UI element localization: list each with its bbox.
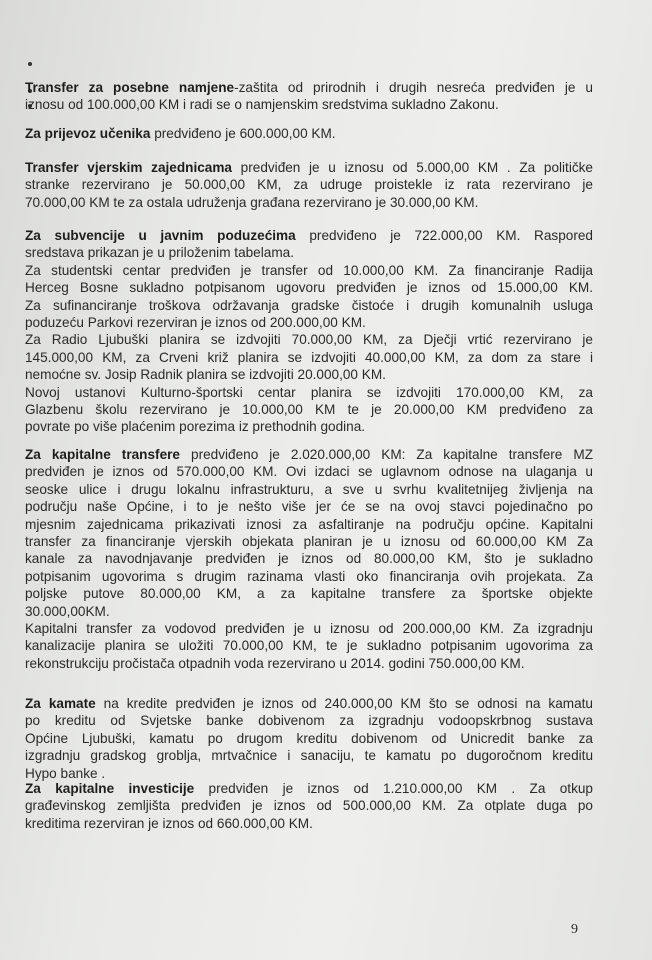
text-line	[25, 331, 593, 348]
paragraph	[25, 159, 593, 211]
paragraph	[25, 780, 593, 832]
line-text: 30.000,00KM.	[25, 603, 110, 619]
line-text: Kapitalni transfer za vodovod predviđen je u iznosu od 200.000,00 KM. Za izgradnju	[25, 621, 593, 637]
line-text: kanalizacije planira se uložiti 70.000,00 KM, te je sukladno potpisanim ugovorima za	[25, 638, 593, 654]
line-text: mjesnim zajednicama prikazivati iznosi za asfaltiranje na području općine. Kapitalni	[25, 516, 593, 532]
text-line	[25, 366, 593, 383]
line-text: kanale za navodnjavanje predviđen je iznos od 80.000,00 KM, što je sukladno	[25, 551, 593, 567]
line-text: -zaštita od prirodnih i drugih nesreća predviđen je u	[234, 80, 593, 95]
page-number: 9	[571, 922, 578, 937]
text-line	[25, 194, 593, 211]
line-text: Novoj ustanovi Kulturno-športski centar planira se izdvojiti 170.000,00 KM, za	[25, 384, 593, 400]
text-line	[25, 498, 593, 515]
text-line	[25, 125, 593, 142]
text-line	[25, 96, 593, 113]
text-line	[25, 533, 593, 550]
text-line	[25, 730, 593, 747]
text-line	[25, 176, 593, 193]
text-line	[25, 297, 593, 314]
text-line	[25, 279, 593, 296]
paragraph	[25, 227, 593, 436]
paragraph	[25, 125, 593, 142]
text-line	[25, 695, 593, 712]
text-line	[25, 516, 593, 533]
line-text: predviđen je iznos od 570.000,00 KM. Ovi izdaci se uglavnom odnose na ulaganja u	[25, 464, 593, 480]
line-text: Za sufinanciranje troškova održavanja gradske čistoće i drugih komunalnih usluga	[25, 297, 593, 313]
bold-heading: Za kapitalne transfere	[25, 447, 180, 462]
line-text: predviđen je u iznosu od 5.000,00 KM . Za političke	[232, 160, 593, 175]
bold-heading: Transfer za posebne namjene	[25, 80, 235, 95]
line-text: Općine Ljubuški, kamatu po drugom kreditu dobivenom od Unicredit banke za	[25, 730, 593, 746]
paragraph	[25, 79, 593, 114]
bold-heading: Za prijevoz učenika	[25, 126, 151, 141]
text-line	[25, 401, 593, 418]
text-line	[25, 585, 593, 602]
line-text: predviđeno je 2.020.000,00 KM: Za kapitalne transfere MZ	[180, 447, 593, 462]
line-text: predviđeno je 600.000,00 KM.	[150, 126, 336, 141]
text-line	[25, 262, 593, 279]
text-line	[25, 797, 593, 814]
line-text: Herceg Bosne sukladno potpisanom ugovoru predviđen je iznos od 15.000,00 KM.	[25, 280, 593, 296]
text-line	[25, 637, 593, 654]
line-text: kreditima rezerviran je iznos od 660.000,00 KM.	[25, 815, 313, 831]
text-line	[25, 712, 593, 729]
line-text: stranke rezervirano je 50.000,00 KM, za udruge proistekle iz rata rezervirano je	[25, 177, 593, 193]
text-line	[25, 227, 593, 244]
text-line	[25, 780, 593, 797]
text-line	[25, 655, 593, 672]
line-text: iznosu od 100.000,00 KM i radi se o namjenskim sredstvima sukladno Zakonu.	[25, 97, 499, 113]
bold-heading: Za kamate	[25, 696, 96, 711]
text-line	[25, 620, 593, 637]
line-text: seoske ulice i drugu lokalnu infrastrukturu, a sve u svrhu kvalitetnijeg življenja na	[25, 481, 593, 497]
text-line	[25, 481, 593, 498]
line-text: poljske putove 80.000,00 KM, a za kapitalne transfere za športske objekte	[25, 586, 593, 602]
paragraph	[25, 446, 593, 672]
line-text: transfer za financiranje vjerskih objekata planiran je u iznosu od 60.000,00 KM Za	[25, 534, 593, 550]
paragraph	[25, 695, 593, 782]
text-line	[25, 747, 593, 764]
line-text: rekonstrukciju pročistača otpadnih voda rezervirano u 2014. godini 750.000,00 KM.	[25, 655, 525, 671]
line-text: području naše Općine, i to je nešto više jer će se na ovoj stavci pojedinačno po	[25, 499, 593, 515]
line-text: predviđeno je 722.000,00 KM. Raspored	[295, 228, 593, 243]
line-text: Za Radio Ljubuški planira se izdvojiti 70.000,00 KM, za Dječji vrtić rezervirano je	[25, 332, 593, 348]
text-line	[25, 159, 593, 176]
text-line	[25, 603, 593, 620]
line-text: Glazbenu školu rezervirano je 10.000,00 KM te je 20.000,00 KM predviđeno za	[25, 402, 593, 418]
line-text: građevinskog zemljišta predviđen je iznos od 500.000,00 KM. Za otplate duga po	[25, 798, 593, 814]
text-line	[25, 79, 593, 96]
text-line	[25, 384, 593, 401]
text-line	[25, 463, 593, 480]
text-line	[25, 446, 593, 463]
line-text: potpisanim ugovorima s drugim razinama vlasti oko financiranja ovih projekata. Za	[25, 568, 593, 584]
line-text: Za studentski centar predviđen je transfer od 10.000,00 KM. Za financiranje Radija	[25, 262, 593, 278]
text-line	[25, 568, 593, 585]
bold-heading: Za kapitalne investicije	[25, 781, 195, 796]
punch-mark	[28, 62, 32, 66]
bold-heading: Transfer vjerskim zajednicama	[25, 160, 232, 175]
line-text: 145.000,00 KM, za Crveni križ planira se izdvojiti 40.000,00 KM, za dom za stare i	[25, 349, 593, 365]
line-text: predviđen je iznos od 1.210.000,00 KM . Za otkup	[194, 781, 593, 796]
line-text: izgradnju gradskog groblja, mrtvačnice i sanaciju, te kamatu po dugoročnom kreditu	[25, 748, 593, 764]
line-text: Hypo banke .	[25, 765, 106, 781]
text-line	[25, 418, 593, 435]
line-text: poduzeću Parkovi rezerviran je iznos od 200.000,00 KM.	[25, 315, 366, 331]
bold-heading: Za subvencije u javnim poduzećima	[25, 228, 296, 243]
line-text: nemoćne sv. Josip Radnik planira se izdvojiti 20.000,00 KM.	[25, 367, 386, 383]
line-text: na kredite predviđen je iznos od 240.000,00 KM što se odnosi na kamatu	[95, 696, 593, 711]
line-text: 70.000,00 KM te za ostala udruženja građana rezervirano je 30.000,00 KM.	[25, 194, 479, 210]
text-line	[25, 244, 593, 261]
text-line	[25, 349, 593, 366]
line-text: povrate po više plaćenim porezima iz prethodnih godina.	[25, 419, 366, 435]
text-line	[25, 550, 593, 567]
line-text: po kreditu od Svjetske banke dobivenom za izgradnju vodoopskrbnog sustava	[25, 713, 593, 729]
text-line	[25, 314, 593, 331]
text-line	[25, 815, 593, 832]
line-text: sredstava prikazan je u priloženim tabelama.	[25, 245, 294, 261]
